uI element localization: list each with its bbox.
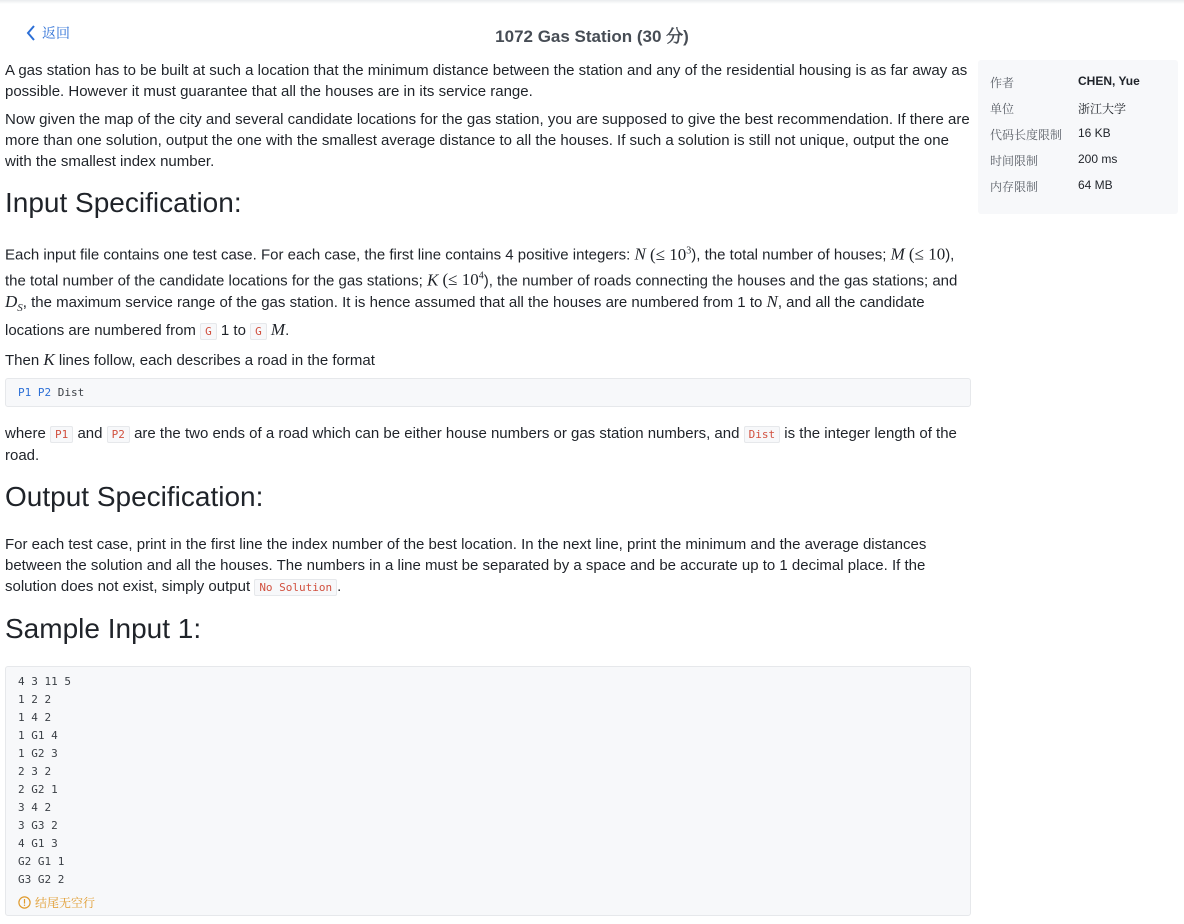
input-spec-paragraph: Each input file contains one test case. For each case, the first line contains 4 positive integers: N (≤ $10^3$), the total number of houses; M (≤ 10), the total number of the candidate locations for the gas stations; K (≤ $10^4$), the number of roads connecting the houses and the gas stations; and $D_S$, the maximum service range of the gas station. It is hence assumed that all the houses are numbered from 1 to N, and all the candidate locations are numbered from G 1 to G M. — [5, 244, 958, 340]
inline-code-dist: Dist — [744, 426, 781, 443]
sample-line: 2 G2 1 — [18, 783, 58, 797]
info-row-author: 作者 CHEN, Yue — [990, 74, 1140, 90]
output-spec-paragraph: For each test case, print in the first line the index number of the best location. In the next line, print the minimum and the average distances between the solution and all the houses. The numbers in a line must be separated by a space and be accurate up to 1 decimal place. If the solution does not exist, simply output No Solution . — [5, 536, 927, 596]
sample-line: 3 G3 2 — [18, 819, 58, 833]
output-spec-heading: Output Specification: — [5, 481, 264, 513]
sample-line: 1 G1 4 — [18, 729, 58, 743]
sample-line: 1 G2 3 — [18, 747, 58, 761]
problem-paragraph-2: Now given the map of the city and several candidate locations for the gas station, you are supposed to give the best recommendation. If there are more than one solution, output the one with the smallest average distance to all the houses. If such a solution is still not unique, output the one with the smallest index number. — [5, 111, 970, 170]
inline-code-no-solution: No Solution — [254, 579, 337, 596]
problem-info-panel — [978, 60, 1178, 214]
sample-line: 1 4 2 — [18, 711, 52, 725]
sample-input-heading: Sample Input 1: — [5, 613, 202, 645]
format-code-block: P1 P2 Dist — [5, 378, 971, 407]
inline-code-g: G — [200, 323, 217, 340]
page-title: 1072 Gas Station (30 分) — [495, 27, 689, 46]
sample-line: G2 G1 1 — [18, 855, 65, 869]
problem-content — [5, 60, 971, 916]
inline-code-g: G — [250, 323, 267, 340]
where-paragraph: where P1 and P2 are the two ends of a road which can be either house numbers or gas station numbers, and Dist is the integer length of the road. — [5, 425, 957, 465]
inline-code-p1: P1 — [50, 426, 73, 443]
problem-paragraph-1: A gas station has to be built at such a location that the minimum distance between the station and any of the residential housing is as far away as possible. However it must guarantee that all the houses are in its service range. — [5, 62, 968, 100]
back-label: 返回 — [42, 25, 70, 41]
sample-line: 4 3 11 5 — [18, 675, 71, 689]
warning-circle-icon — [18, 896, 31, 909]
sample-line: G3 G2 2 — [18, 873, 65, 887]
then-paragraph: Then K lines follow, each describes a road in the format — [5, 350, 375, 370]
inline-code-p2: P2 — [107, 426, 130, 443]
sample-line: 4 G1 3 — [18, 837, 58, 851]
input-spec-heading: Input Specification: — [5, 187, 242, 218]
info-row-organization: 单位 浙江大学 — [990, 102, 1127, 116]
sample-warning — [18, 894, 958, 911]
sample-warning-text: 结尾无空行 — [35, 896, 96, 911]
sample-input-block[interactable] — [5, 666, 971, 916]
info-row-code-length: 代码长度限制 16 KB — [990, 126, 1111, 142]
sample-line: 3 4 2 — [18, 801, 52, 815]
top-shadow — [0, 0, 1184, 4]
info-row-memory-limit: 内存限制 64 MB — [990, 178, 1113, 194]
info-row-time-limit: 时间限制 200 ms — [990, 152, 1118, 168]
sample-line: 1 2 2 — [18, 693, 52, 707]
sample-line: 2 3 2 — [18, 765, 52, 779]
